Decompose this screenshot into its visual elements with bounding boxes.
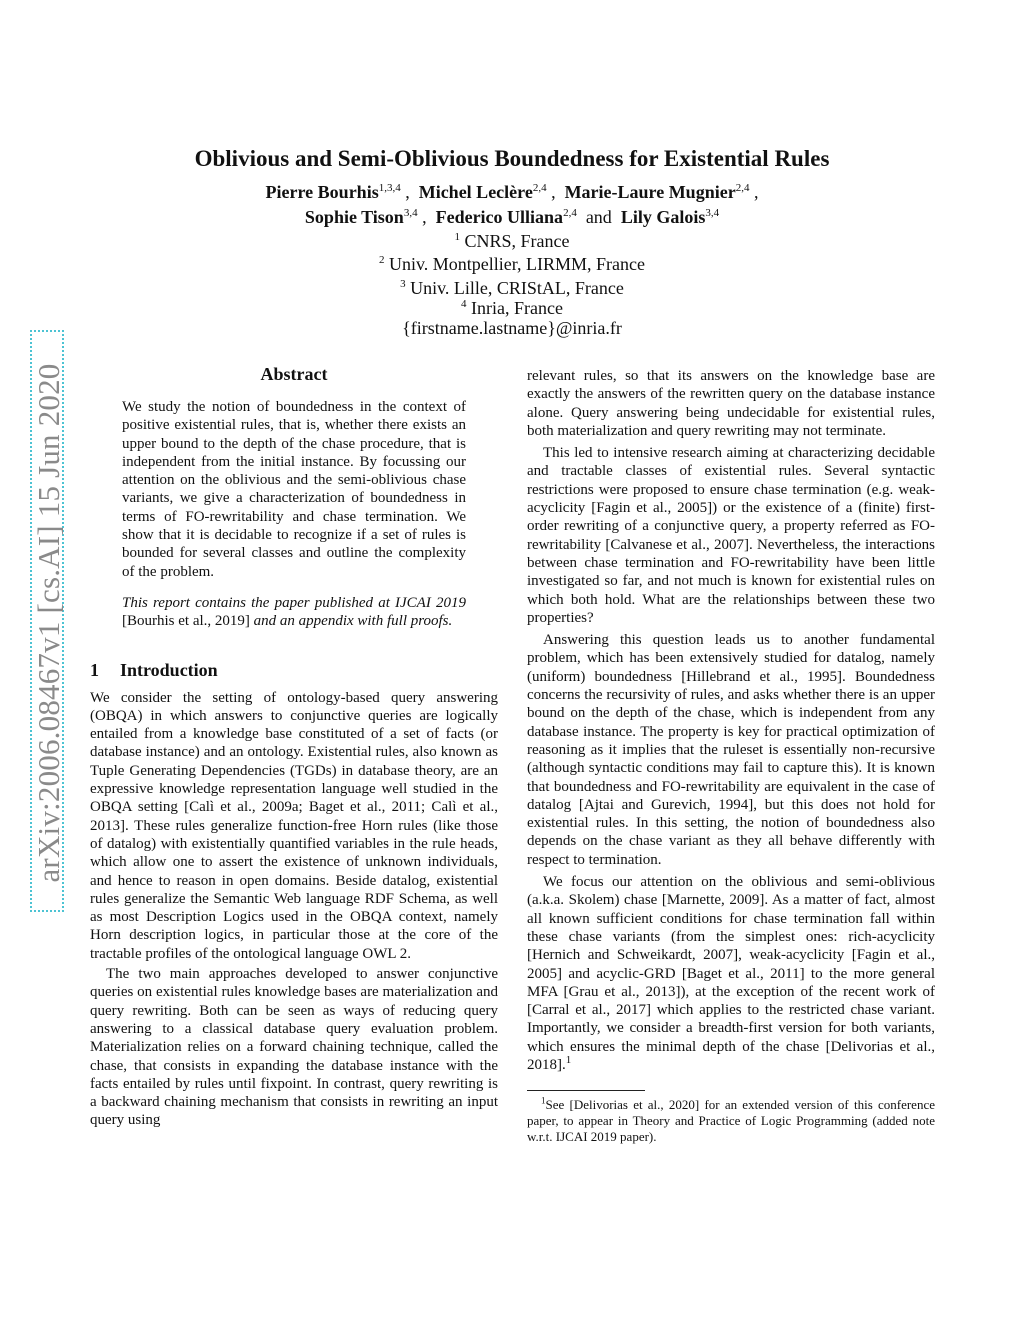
author-name: Federico Ulliana (435, 207, 564, 227)
author-conjunction: and (585, 207, 612, 227)
author-line-1: Pierre Bourhis$^{1,3,4}$ , Michel Leclère$^{2,4}$ , Marie-Laure Mugnier$^{2,4}$ , (265, 182, 759, 202)
paper-title: Oblivious and Semi-Oblivious Boundedness for Existential Rules (194, 146, 830, 171)
author-name: Sophie Tison (304, 207, 404, 227)
paragraph: Answering this question leads us to another fundamental problem, which has been extensively studied for datalog, namely (uniform) boundedness [Hillebrand et al., 1995]. Boundedness concerns the recursivity of rules, and asks whether there is an upper bound on the depth of the chase, which is independent from any database instance. The property is key for practical optimization of reasoning as it implies that the ruleset is essentially non-recursive (although syntactic conditions may fail to capture this). It is known that boundedness and FO-rewritability are equivalent in the case of datalog [Ajtai and Gurevich, 1994], but this does not hold for existential rules. In this setting, the notion of boundedness also depends on the chase variant as they all behave differently with respect to termination. (527, 632, 935, 868)
right-column (527, 367, 935, 1145)
footnote-marker: 1 (565, 1053, 572, 1066)
paragraph: We consider the setting of ontology-based query answering (OBQA) in which answers to conjunctive queries are logically entailed from a knowledge base constituted of a set of facts (or database instance) and an ontology. Existential rules, also known as Tuple Generating Dependencies (TGDs) in database theory, are an expressive knowledge representation language well studied in the OBQA setting [Calì et al., 2009a; Baget et al., 2011; Calì et al., 2013]. These rules generalize function-free Horn rules (like those of datalog) with existentially quantified variables in the rule heads, which allow one to assert the existence of unknown individuals, and hence to reason in open domains. Beside datalog, existential rules generalize the Semantic Web language RDF Schema, as well as most Description Logics used in the OBQA context, namely Horn description logics, in particular those at the core of the tractable profiles of the ontological language OWL 2. (90, 689, 498, 962)
affiliation: $^1$ CNRS, France (454, 231, 570, 251)
footnote: $^1$See [Delivorias et al., 2020] for an extended version of this conference paper, to appear in Theory and Practice of Logic Programming (added note w.r.t. IJCAI 2019 paper). (527, 1095, 935, 1145)
paragraph: The two main approaches developed to answer conjunctive queries on existential rules knowledge bases are materialization and query rewriting. Both can be seen as ways of reducing query answering to a classical database query evaluation problem. Materialization relies on a forward chaining technique, called the chase, that consists in expanding the database instance with the facts entailed by rules until fixpoint. In contrast, query rewriting is a backward chaining mechanism that consists in rewriting an input query using (90, 966, 498, 1129)
paragraph: relevant rules, so that its answers on the knowledge base are exactly the answers of the rewritten query on the database instance alone. Query answering being undecidable for existential rules, both materialization and query rewriting may not terminate. (527, 368, 935, 439)
author-line-2: Sophie Tison$^{3,4}$ , Federico Ulliana$^{2,4}$ and Lily Galois$^{3,4}$ (304, 207, 720, 227)
author-name: Lily Galois (620, 207, 706, 227)
author-affil-sup: 2,4 (735, 182, 750, 194)
abstract-heading: Abstract (260, 364, 328, 384)
abstract-body: We study the notion of boundedness in the context of positive existential rules, that is, whether there exists an upper bound to the depth of the chase procedure, that is independent from the initial instance. By focussing our attention on the oblivious and the semi-oblivious chase variants, we give a characterization of boundedness in terms of FO-rewritability and chase termination. We show that it is decidable to recognize if a set of rules is bounded for several classes and outline the complexity of the problem. (122, 399, 466, 580)
affiliation: $^4$ Inria, France (461, 298, 563, 318)
author-affil-sup: 2,4 (532, 182, 547, 194)
paragraph: This led to intensive research aiming at characterizing decidable and tractable classes of existential rules. Several syntactic restrictions were proposed to ensure chase termination (e.g. weak-acyclicity [Fagin et al., 2005]) or the existence of a (finite) first-order rewriting of a conjunctive query, a property referred as FO-rewritability [Calvanese et al., 2007]. Nevertheless, the interactions between chase termination and FO-rewritability have been little investigated so far, and not much is known for existential rules on which both hold. What are the relationships between these two properties? (527, 445, 935, 626)
citation: [Bourhis et al., 2019] (122, 613, 250, 630)
affiliation: $^3$ Univ. Lille, CRIStAL, France (400, 278, 624, 298)
affiliation: $^2$ Univ. Montpellier, LIRMM, France (378, 254, 646, 274)
contact-email: {firstname.lastname}@inria.fr (402, 318, 622, 338)
author-name: Michel Leclère (418, 182, 533, 202)
author-affil-sup: 3,4 (705, 207, 720, 219)
section-heading: 1 Introduction (90, 659, 218, 680)
footnote-rule (527, 1090, 645, 1091)
arxiv-stamp (30, 330, 64, 912)
author-affil-sup: 3,4 (403, 207, 418, 219)
author-name: Pierre Bourhis (265, 182, 379, 202)
abstract-note: This report contains the paper published at IJCAI 2019 [Bourhis et al., 2019] and an appendix with full proofs. (122, 594, 466, 630)
author-affil-sup: 2,4 (563, 207, 577, 219)
arxiv-identifier: arXiv:2006.08467v1 [cs.AI] 15 Jun 2020 (31, 363, 66, 883)
paragraph: We focus our attention on the oblivious and semi-oblivious (a.k.a. Skolem) chase [Marnette, 2009]. As a matter of fact, almost all known sufficient conditions for chase termination fall within these chase variants (from the simplest ones: rich-acyclicity [Hernich and Schweikardt, 2007], weak-acyclicity [Fagin et al., 2005] and acyclic-GRD [Baget et al., 2011] to the more general MFA [Grau et al., 2013]), at the exception of the recent work of [Carral et al., 2017] which applies to the restricted chase variant. Importantly, we consider a breadth-first version for both variants, which ensures the minimal depth of the chase [Delivorias et al., 2018].$^1$ (527, 874, 935, 1073)
author-affil-sup: 1,3,4 (378, 182, 401, 194)
left-column (90, 364, 498, 1130)
author-name: Marie-Laure Mugnier (564, 182, 736, 202)
